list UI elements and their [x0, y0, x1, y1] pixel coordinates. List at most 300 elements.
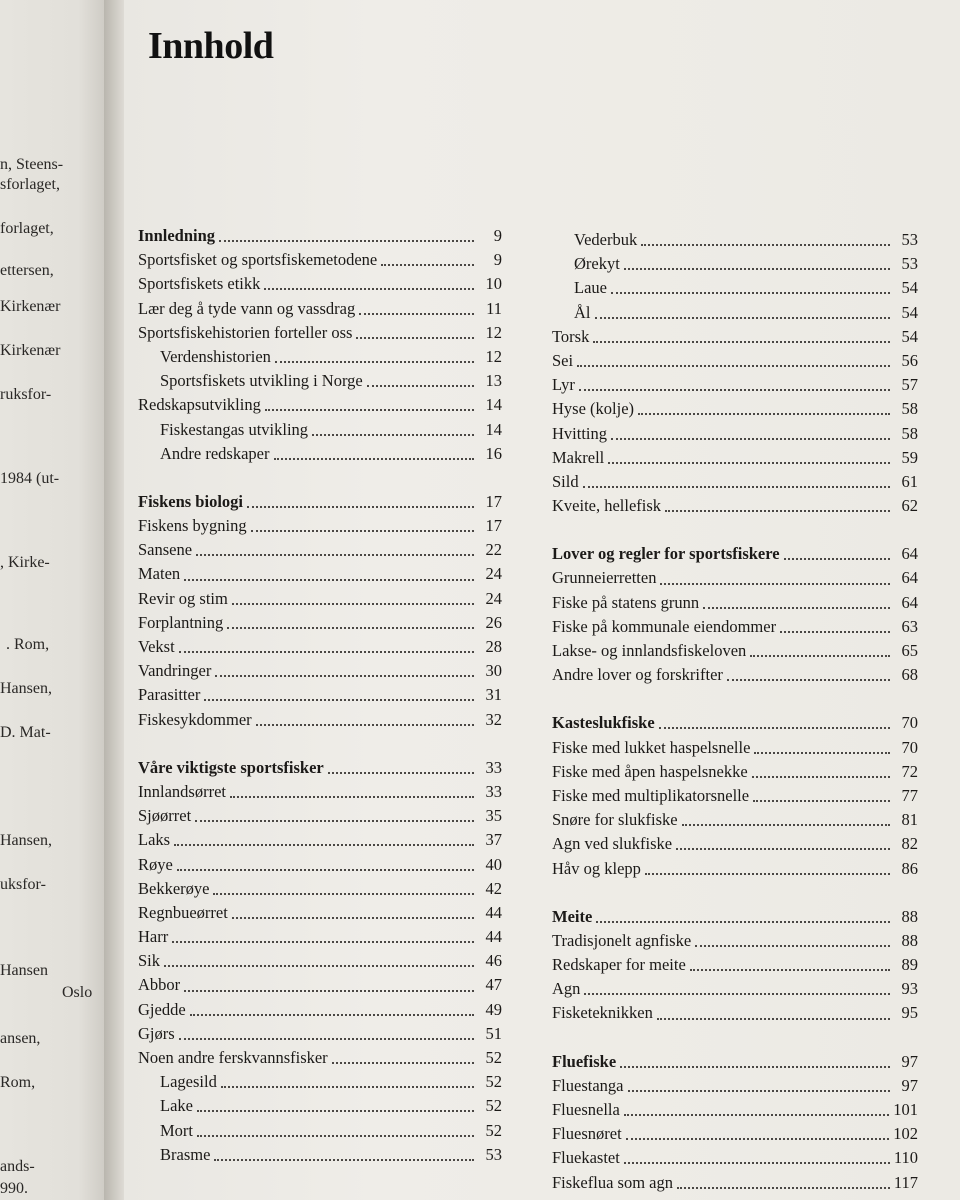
- toc-page-number: 77: [901, 785, 918, 805]
- toc-entry: [138, 1143, 502, 1167]
- section-gap: [552, 518, 918, 542]
- toc-page-number: 13: [485, 371, 502, 391]
- toc-entry-label: Fiskesykdommer: [138, 709, 252, 729]
- toc-entry-label: Sportsfiskets etikk: [138, 274, 261, 294]
- toc-entry: [552, 1098, 918, 1122]
- section-gap: [138, 732, 502, 756]
- toc-page-number: 54: [901, 278, 918, 298]
- toc-entry: [138, 442, 502, 466]
- dot-leader: [608, 462, 890, 464]
- toc-page-number: 9: [493, 250, 502, 270]
- dot-leader: [611, 438, 890, 440]
- toc-section-heading: [138, 224, 502, 248]
- toc-page-number: 64: [901, 568, 918, 588]
- toc-entry: [552, 808, 918, 832]
- toc-page-number: 51: [485, 1023, 502, 1043]
- left-page-text-fragment: 1984 (ut-: [0, 470, 60, 487]
- toc-entry: [552, 857, 918, 881]
- dot-leader: [690, 969, 890, 971]
- dot-leader: [676, 848, 890, 850]
- toc-entry: [138, 877, 502, 901]
- toc-entry-label: Tradisjonelt agnfiske: [552, 930, 692, 950]
- toc-entry-label: Lær deg å tyde vann og vassdrag: [138, 298, 356, 318]
- toc-entry-label: Sansene: [138, 540, 193, 560]
- toc-page-number: 44: [485, 927, 502, 947]
- toc-entry-label: Gjørs: [138, 1023, 175, 1043]
- left-page-text-fragment: Kirkenær: [0, 298, 61, 315]
- dot-leader: [197, 1135, 474, 1137]
- toc-page-number: 26: [485, 612, 502, 632]
- left-page-text-fragment: , Kirke-: [0, 554, 50, 571]
- toc-entry: [138, 587, 502, 611]
- dot-leader: [628, 1090, 891, 1092]
- toc-page-number: 58: [901, 399, 918, 419]
- dot-leader: [215, 675, 474, 677]
- toc-entry-label: Agn: [552, 979, 581, 999]
- toc-entry-label: Fluekastet: [552, 1148, 620, 1168]
- toc-entry-label: Redskaper for meite: [552, 955, 686, 975]
- dot-leader: [381, 264, 474, 266]
- toc-page-number: 56: [901, 350, 918, 370]
- toc-entry: [552, 349, 918, 373]
- toc-page-number: 82: [901, 834, 918, 854]
- dot-leader: [754, 752, 890, 754]
- dot-leader: [359, 313, 474, 315]
- toc-entry-label: Noen andre ferskvannsfisker: [138, 1048, 328, 1067]
- toc-entry-label: Innledning: [138, 226, 216, 245]
- toc-entry-label: Fiskens bygning: [138, 516, 247, 536]
- toc-entry: [138, 708, 502, 732]
- toc-entry: [552, 663, 918, 687]
- toc-section-heading: [552, 905, 918, 929]
- toc-entry-label: Snøre for slukfiske: [552, 810, 678, 830]
- toc-entry: [138, 780, 502, 804]
- toc-entry: [552, 760, 918, 784]
- left-page-text-fragment: 990.: [0, 1180, 28, 1197]
- dot-leader: [179, 1038, 474, 1040]
- dot-leader: [177, 869, 474, 871]
- toc-entry-label: Torsk: [552, 326, 590, 346]
- toc-entry: [552, 1074, 918, 1098]
- dot-leader: [579, 389, 890, 391]
- toc-entry: [138, 925, 502, 949]
- toc-entry-label: Håv og klepp: [552, 858, 641, 878]
- dot-leader: [682, 824, 890, 826]
- toc-column-right: [552, 228, 918, 1195]
- toc-entry: [138, 345, 502, 369]
- toc-entry: [552, 470, 918, 494]
- left-page: [0, 0, 112, 1200]
- toc-entry: [552, 373, 918, 397]
- toc-entry: [138, 635, 502, 659]
- left-page-text-fragment: uksfor-: [0, 876, 46, 893]
- toc-page-number: 117: [893, 1172, 918, 1192]
- toc-section-heading: [552, 711, 918, 735]
- toc-entry: [138, 804, 502, 828]
- dot-leader: [197, 1110, 474, 1112]
- toc-entry-label: Sportsfiskehistorien forteller oss: [138, 322, 353, 342]
- dot-leader: [251, 530, 474, 532]
- toc-section-heading: [552, 542, 918, 566]
- toc-page-number: 88: [901, 906, 918, 926]
- toc-entry-label: Lyr: [552, 375, 575, 395]
- toc-page-number: 54: [901, 326, 918, 346]
- dot-leader: [784, 558, 890, 560]
- toc-page-number: 9: [493, 226, 502, 245]
- dot-leader: [312, 434, 474, 436]
- toc-entry-label: Kveite, hellefisk: [552, 496, 662, 516]
- toc-page-number: 30: [485, 661, 502, 681]
- toc-page-number: 32: [485, 709, 502, 729]
- toc-page-number: 49: [485, 999, 502, 1019]
- section-gap: [552, 1026, 918, 1050]
- toc-entry: [552, 494, 918, 518]
- toc-section-heading: [138, 756, 502, 780]
- toc-entry: [138, 1094, 502, 1118]
- toc-page-number: 97: [901, 1075, 918, 1095]
- toc-entry-label: Fluesnella: [552, 1100, 620, 1119]
- section-gap: [138, 466, 502, 490]
- toc-page-number: 24: [485, 564, 502, 584]
- toc-page-number: 22: [485, 540, 502, 560]
- section-gap: [552, 687, 918, 711]
- left-page-text-fragment: ands-: [0, 1158, 35, 1175]
- dot-leader: [367, 385, 474, 387]
- page-title: Innhold: [148, 25, 274, 67]
- toc-page-number: 93: [901, 979, 918, 999]
- dot-leader: [611, 292, 890, 294]
- dot-leader: [172, 941, 474, 943]
- toc-entry: [552, 784, 918, 808]
- toc-entry: [552, 301, 918, 325]
- toc-page-number: 14: [485, 395, 502, 415]
- dot-leader: [595, 317, 891, 319]
- dot-leader: [620, 1066, 890, 1068]
- toc-entry-label: Verdenshistorien: [160, 346, 271, 366]
- toc-entry-label: Innlandsørret: [138, 781, 226, 801]
- dot-leader: [695, 945, 890, 947]
- dot-leader: [219, 240, 474, 242]
- toc-entry: [138, 901, 502, 925]
- toc-entry-label: Fiske med lukket haspelsnelle: [552, 737, 751, 757]
- toc-entry: [138, 1070, 502, 1094]
- toc-section-heading: [138, 490, 502, 514]
- toc-page-number: 86: [901, 858, 918, 878]
- toc-page-number: 89: [901, 955, 918, 975]
- toc-entry-label: Fiske med multiplikatorsnelle: [552, 785, 750, 805]
- toc-entry-label: Hyse (kolje): [552, 399, 635, 419]
- toc-entry: [138, 853, 502, 877]
- toc-page-number: 62: [901, 496, 918, 516]
- toc-entry: [552, 1122, 918, 1146]
- toc-page-number: 88: [901, 930, 918, 950]
- dot-leader: [195, 820, 474, 822]
- dot-leader: [750, 655, 890, 657]
- toc-page-number: 31: [485, 685, 502, 705]
- toc-entry-label: Våre viktigste sportsfisker: [138, 757, 324, 777]
- dot-leader: [275, 361, 474, 363]
- section-gap: [552, 881, 918, 905]
- toc-entry: [138, 683, 502, 707]
- left-page-text-fragment: ansen,: [0, 1030, 41, 1047]
- dot-leader: [328, 772, 474, 774]
- toc-entry: [552, 1001, 918, 1025]
- dot-leader: [641, 244, 890, 246]
- toc-page-number: 97: [901, 1051, 918, 1071]
- left-page-text-fragment: Hansen: [0, 962, 48, 979]
- toc-entry-label: Fluesnøret: [552, 1124, 622, 1144]
- toc-entry: [552, 1146, 918, 1170]
- dot-leader: [184, 579, 474, 581]
- dot-leader: [274, 458, 475, 460]
- toc-page-number: 102: [893, 1124, 918, 1144]
- dot-leader: [256, 724, 474, 726]
- dot-leader: [659, 727, 890, 729]
- dot-leader: [179, 651, 474, 653]
- left-page-text-fragment: forlaget,: [0, 220, 54, 237]
- toc-page-number: 54: [901, 302, 918, 322]
- toc-entry: [552, 929, 918, 953]
- toc-page-number: 37: [485, 830, 502, 850]
- toc-entry: [552, 276, 918, 300]
- dot-leader: [230, 796, 474, 798]
- toc-entry-label: Harr: [138, 927, 169, 947]
- left-page-text-fragment: Hansen,: [0, 832, 52, 849]
- toc-entry-label: Kasteslukfiske: [552, 713, 655, 733]
- left-page-text-fragment: ruksfor-: [0, 386, 52, 403]
- toc-entry: [552, 422, 918, 446]
- dot-leader: [660, 583, 890, 585]
- dot-leader: [164, 965, 474, 967]
- toc-page-number: 10: [485, 274, 502, 294]
- dot-leader: [332, 1062, 474, 1064]
- dot-leader: [703, 607, 890, 609]
- toc-page-number: 53: [901, 230, 918, 249]
- toc-entry-label: Fluestanga: [552, 1075, 624, 1095]
- toc-entry: [552, 615, 918, 639]
- left-page-text-fragment: Rom,: [0, 1074, 36, 1091]
- toc-entry: [138, 272, 502, 296]
- toc-entry: [138, 538, 502, 562]
- left-page-text-fragment: sforlaget,: [0, 176, 60, 193]
- toc-entry-label: Maten: [138, 564, 181, 584]
- dot-leader: [677, 1187, 890, 1189]
- toc-page-number: 47: [485, 975, 502, 995]
- toc-entry: [138, 514, 502, 538]
- toc-page-number: 63: [901, 616, 918, 636]
- toc-entry-label: Mort: [160, 1120, 193, 1140]
- toc-page-number: 40: [485, 854, 502, 874]
- toc-page-number: 68: [901, 665, 918, 685]
- toc-entry: [552, 977, 918, 1001]
- toc-entry: [138, 1119, 502, 1143]
- toc-entry-label: Hvitting: [552, 423, 608, 443]
- dot-leader: [584, 993, 890, 995]
- dot-leader: [213, 893, 474, 895]
- toc-entry: [138, 297, 502, 321]
- dot-leader: [196, 554, 474, 556]
- toc-entry-label: Bekkerøye: [138, 878, 210, 898]
- dot-leader: [645, 873, 890, 875]
- dot-leader: [624, 1114, 889, 1116]
- toc-page-number: 24: [485, 588, 502, 608]
- toc-page-number: 52: [485, 1120, 502, 1140]
- toc-page-number: 33: [485, 757, 502, 777]
- toc-page-number: 42: [485, 878, 502, 898]
- toc-entry: [138, 562, 502, 586]
- left-page-text-fragment: Oslo: [62, 984, 93, 1001]
- toc-entry-label: Fiskens biologi: [138, 491, 243, 511]
- toc-page-number: 14: [485, 419, 502, 439]
- toc-page-number: 52: [485, 1048, 502, 1067]
- toc-page-number: 12: [485, 346, 502, 366]
- toc-entry: [138, 321, 502, 345]
- toc-entry-label: Laks: [138, 830, 171, 850]
- dot-leader: [247, 506, 474, 508]
- toc-entry: [552, 591, 918, 615]
- dot-leader: [232, 603, 474, 605]
- toc-entry-label: Lover og regler for sportsfiskere: [552, 544, 780, 564]
- toc-entry-label: Sportsfiskets utvikling i Norge: [160, 371, 363, 391]
- toc-entry: [138, 973, 502, 997]
- toc-entry-label: Agn ved slukfiske: [552, 834, 673, 854]
- dot-leader: [265, 409, 474, 411]
- left-page-text-fragment: ettersen,: [0, 262, 54, 279]
- toc-entry-label: Sportsfisket og sportsfiskemetodene: [138, 250, 378, 270]
- toc-entry-label: Lake: [160, 1096, 193, 1116]
- left-page-text-fragment: n, Steens-: [0, 156, 64, 173]
- toc-entry-label: Fiske på statens grunn: [552, 592, 700, 612]
- toc-entry-label: Andre lover og forskrifter: [552, 665, 723, 685]
- left-page-text-fragment: Hansen,: [0, 680, 52, 697]
- dot-leader: [752, 776, 890, 778]
- left-page-text-fragment: . Rom,: [6, 636, 50, 653]
- dot-leader: [593, 341, 890, 343]
- toc-entry-label: Vandringer: [138, 661, 212, 681]
- toc-entry: [552, 639, 918, 663]
- toc-entry: [552, 1171, 918, 1195]
- toc-page-number: 57: [901, 375, 918, 395]
- toc-entry-label: Grunneierretten: [552, 568, 657, 588]
- toc-page-number: 64: [901, 544, 918, 564]
- toc-entry-label: Vekst: [138, 637, 175, 656]
- toc-page-number: 58: [901, 423, 918, 443]
- toc-page-number: 64: [901, 592, 918, 612]
- toc-page-number: 52: [485, 1096, 502, 1116]
- toc-entry-label: Ørekyt: [574, 254, 620, 274]
- toc-column-left: [138, 224, 502, 1167]
- dot-leader: [638, 413, 890, 415]
- toc-page-number: 72: [901, 761, 918, 781]
- toc-entry-label: Makrell: [552, 447, 605, 467]
- toc-page-number: 70: [901, 737, 918, 757]
- toc-page-number: 12: [485, 322, 502, 342]
- dot-leader: [232, 917, 474, 919]
- toc-page-number: 33: [485, 781, 502, 801]
- toc-entry-label: Røye: [138, 854, 173, 874]
- toc-entry: [138, 418, 502, 442]
- dot-leader: [190, 1014, 474, 1016]
- toc-entry-label: Sei: [552, 350, 574, 370]
- toc-page-number: 16: [485, 443, 502, 463]
- toc-entry-label: Andre redskaper: [160, 443, 270, 463]
- toc-entry-label: Fiske på kommunale eiendommer: [552, 616, 777, 636]
- toc-page-number: 65: [901, 641, 918, 660]
- toc-page-number: 61: [901, 471, 918, 491]
- toc-entry: [552, 228, 918, 252]
- toc-entry: [552, 446, 918, 470]
- dot-leader: [583, 486, 890, 488]
- toc-page-number: 52: [485, 1072, 502, 1092]
- dot-leader: [214, 1159, 474, 1161]
- toc-entry: [552, 832, 918, 856]
- toc-entry-label: Laue: [574, 278, 607, 298]
- toc-entry-label: Fisketeknikken: [552, 1003, 653, 1023]
- toc-entry: [138, 611, 502, 635]
- dot-leader: [727, 679, 890, 681]
- toc-page-number: 44: [485, 902, 502, 922]
- toc-page-number: 46: [485, 951, 502, 971]
- dot-leader: [264, 288, 474, 290]
- dot-leader: [221, 1086, 474, 1088]
- toc-entry-label: Parasitter: [138, 685, 201, 705]
- toc-entry-label: Forplantning: [138, 612, 224, 632]
- toc-entry: [138, 248, 502, 272]
- dot-leader: [596, 921, 890, 923]
- toc-page-number: 95: [901, 1003, 918, 1023]
- toc-entry-label: Meite: [552, 906, 593, 926]
- toc-entry-label: Fiske med åpen haspelsnekke: [552, 761, 748, 781]
- toc-entry: [552, 325, 918, 349]
- toc-page-number: 70: [901, 713, 918, 733]
- toc-entry-label: Ål: [574, 302, 591, 322]
- dot-leader: [624, 268, 890, 270]
- toc-page-number: 53: [485, 1144, 502, 1164]
- toc-page-number: 110: [893, 1148, 918, 1168]
- toc-page-number: 35: [485, 806, 502, 826]
- dot-leader: [227, 627, 474, 629]
- dot-leader: [626, 1138, 890, 1140]
- dot-leader: [624, 1162, 890, 1164]
- toc-page-number: 81: [901, 810, 918, 830]
- toc-page-number: 101: [893, 1100, 918, 1119]
- dot-leader: [665, 510, 890, 512]
- toc-entry-label: Brasme: [160, 1144, 211, 1164]
- toc-page-number: 28: [485, 637, 502, 656]
- dot-leader: [753, 800, 890, 802]
- dot-leader: [204, 699, 474, 701]
- toc-page-number: 59: [901, 447, 918, 467]
- toc-entry-label: Redskapsutvikling: [138, 395, 261, 415]
- toc-page-number: 17: [485, 491, 502, 511]
- toc-entry-label: Sild: [552, 471, 579, 491]
- toc-entry: [138, 828, 502, 852]
- toc-entry-label: Vederbuk: [574, 230, 638, 249]
- toc-entry-label: Sik: [138, 951, 161, 971]
- dot-leader: [577, 365, 890, 367]
- toc-entry: [138, 659, 502, 683]
- toc-page-number: 11: [486, 298, 502, 318]
- toc-entry: [552, 397, 918, 421]
- toc-page-number: 53: [901, 254, 918, 274]
- dot-leader: [174, 844, 474, 846]
- toc-entry: [552, 566, 918, 590]
- toc-page-number: 17: [485, 516, 502, 536]
- toc-entry: [552, 736, 918, 760]
- toc-entry-label: Lagesild: [160, 1072, 217, 1092]
- dot-leader: [356, 337, 474, 339]
- toc-entry-label: Revir og stim: [138, 588, 228, 608]
